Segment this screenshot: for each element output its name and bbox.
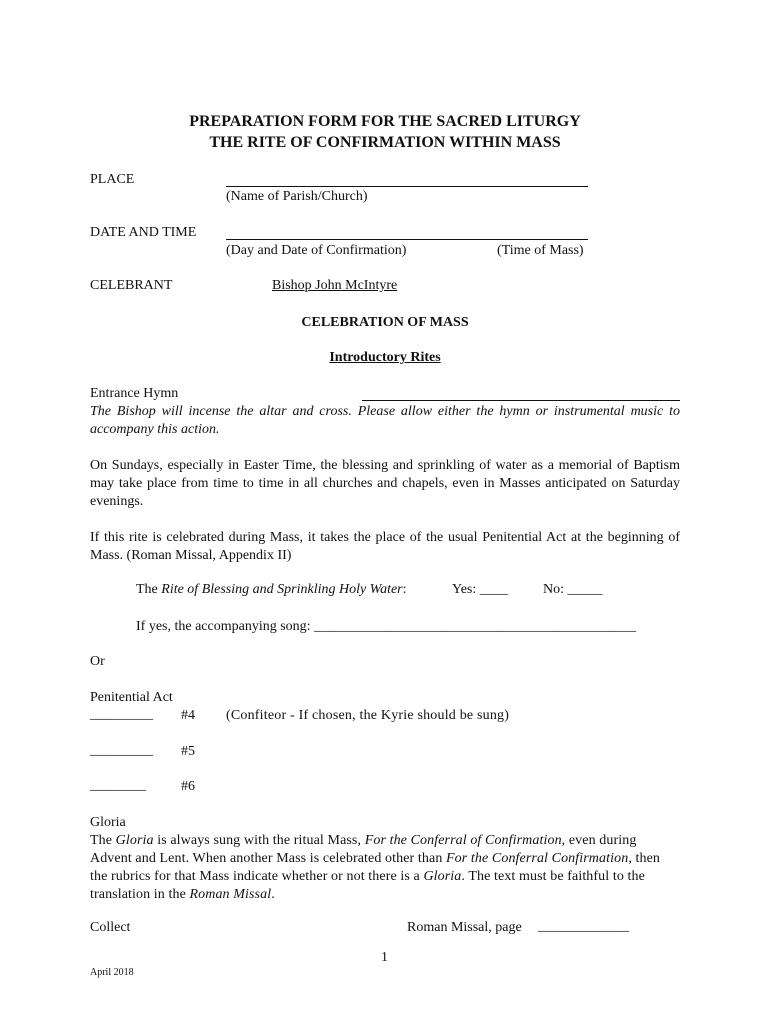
sprinkling-song[interactable]: If yes, the accompanying song: ______________________________________________: [136, 619, 637, 634]
celebrant-value: Bishop John McIntyre: [272, 278, 398, 293]
or-label: Or: [90, 654, 105, 669]
penitential-option-5-number: #5: [181, 744, 195, 759]
date-time-field[interactable]: [226, 239, 588, 240]
section-heading: CELEBRATION OF MASS: [301, 315, 469, 330]
subsection-heading: Introductory Rites: [329, 350, 441, 365]
date-time-label: DATE AND TIME: [90, 225, 197, 240]
roman-missal-page-field[interactable]: _____________: [538, 919, 629, 934]
form-title-line2: THE RITE OF CONFIRMATION WITHIN MASS: [209, 134, 561, 151]
place-field[interactable]: [226, 186, 588, 187]
collect-label: Collect: [90, 920, 131, 935]
penitential-option-6-number: #6: [181, 779, 195, 794]
sprinkling-rite-name: Rite of Blessing and Sprinkling Holy Water: [161, 582, 403, 597]
celebrant-label: CELEBRANT: [90, 278, 173, 293]
footer-date: April 2018: [90, 967, 134, 978]
entrance-hymn-label: Entrance Hymn: [90, 386, 179, 401]
form-title-line1: PREPARATION FORM FOR THE SACRED LITURGY: [189, 113, 581, 130]
penitential-option-4-blank[interactable]: _________: [90, 707, 153, 722]
sprinkling-no[interactable]: No: _____: [543, 582, 603, 597]
rite-paragraph: If this rite is celebrated during Mass, it takes the place of the usual Penitential Act at the beginning of Mass. (Roman Missal, Appendix II): [90, 530, 680, 563]
sprinkling-prefix: The: [136, 582, 162, 597]
sprinkling-yes[interactable]: Yes: ____: [452, 582, 508, 597]
sprinkling-rite-line: [136, 582, 407, 598]
penitential-option-4-number: #4: [181, 708, 195, 723]
gloria-paragraph: The Gloria is always sung with the ritual Mass, For the Conferral of Confirmation, even during Advent and Lent. When another Mass is celebrated other than For the Conferral Confirmation, then the rubrics for that Mass indicate whether or not there is a Gloria. The text must be faithful to the translation in the Roman Missal.: [90, 833, 661, 902]
gloria-label: Gloria: [90, 815, 126, 830]
penitential-option-5-blank[interactable]: _________: [90, 743, 153, 758]
place-caption: (Name of Parish/Church): [226, 189, 368, 204]
penitential-option-4-note: (Confiteor - If chosen, the Kyrie should be sung): [226, 708, 510, 723]
page-number: 1: [381, 950, 388, 965]
penitential-act-label: Penitential Act: [90, 690, 173, 705]
penitential-option-6-blank[interactable]: ________: [90, 778, 146, 793]
sundays-paragraph: On Sundays, especially in Easter Time, the blessing and sprinkling of water as a memorial of Baptism may take place from time to time in all churches and chapels, even in Masses anticipated on Saturday evenings.: [90, 458, 680, 509]
date-caption: (Day and Date of Confirmation): [226, 243, 407, 258]
roman-missal-page-label: Roman Missal, page: [407, 920, 522, 935]
entrance-instruction: The Bishop will incense the altar and cross. Please allow either the hymn or instrumental music to accompany this action.: [90, 404, 680, 437]
place-label: PLACE: [90, 172, 135, 187]
time-caption: (Time of Mass): [497, 243, 584, 258]
sprinkling-suffix: :: [402, 582, 407, 597]
entrance-hymn-field[interactable]: [362, 400, 680, 401]
